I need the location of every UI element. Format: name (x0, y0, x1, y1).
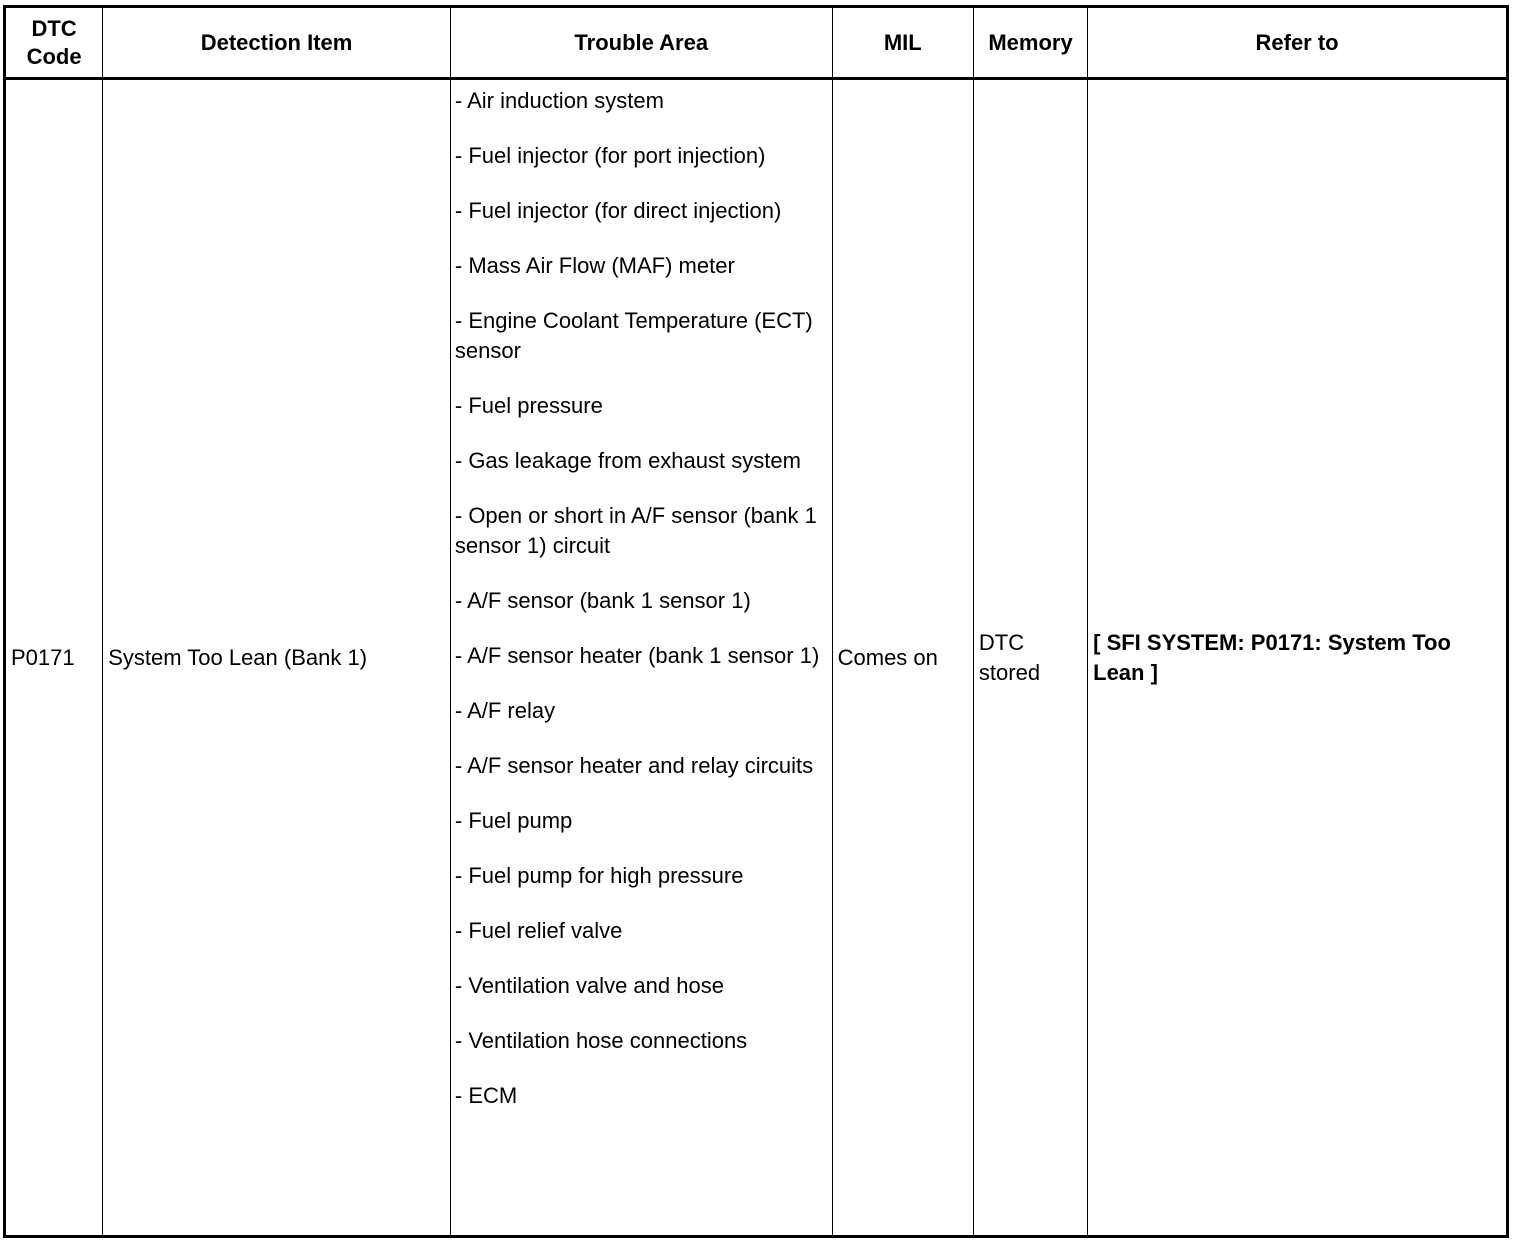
list-item: - Open or short in A/F sensor (bank 1 sensor 1) circuit (454, 503, 817, 558)
header-row (5, 7, 1508, 79)
list-item: - Fuel injector (for port injection) (454, 143, 766, 168)
list-item: - Engine Coolant Temperature (ECT) sensor (454, 308, 813, 363)
refer-to-cell (1088, 79, 1508, 1237)
list-item: - Fuel pressure (454, 393, 603, 418)
header-memory: Memory (973, 7, 1087, 79)
list-item: - Ventilation valve and hose (454, 973, 724, 998)
list-item: - ECM (454, 1083, 518, 1108)
list-item: - Ventilation hose connections (454, 1028, 748, 1053)
detection-item-cell: System Too Lean (Bank 1) (103, 79, 451, 1237)
header-trouble-area: Trouble Area (450, 7, 832, 79)
trouble-area-cell (450, 79, 832, 1237)
list-item: - Air induction system (454, 88, 664, 113)
list-item: - Mass Air Flow (MAF) meter (454, 253, 735, 278)
trouble-area-list (455, 86, 828, 1111)
header-dtc-code: DTC Code (5, 7, 103, 79)
dtc-code-cell: P0171 (5, 79, 103, 1237)
list-item: - Fuel pump for high pressure (454, 863, 744, 888)
dtc-table (3, 5, 1509, 1238)
refer-to-link[interactable]: [ SFI SYSTEM: P0171: System Too Lean ] (1093, 629, 1451, 685)
header-refer-to: Refer to (1088, 7, 1508, 79)
list-item: - Gas leakage from exhaust system (454, 448, 801, 473)
list-item: - A/F sensor (bank 1 sensor 1) (454, 588, 751, 613)
header-mil: MIL (832, 7, 973, 79)
header-detection-item: Detection Item (103, 7, 451, 79)
mil-cell: Comes on (832, 79, 973, 1237)
list-item: - Fuel injector (for direct injection) (454, 198, 782, 223)
table-row (5, 79, 1508, 1237)
memory-cell: DTC stored (973, 79, 1087, 1237)
list-item: - A/F sensor heater and relay circuits (454, 753, 814, 778)
list-item: - A/F relay (454, 698, 556, 723)
list-item: - Fuel pump (454, 808, 573, 833)
list-item: - Fuel relief valve (454, 918, 623, 943)
list-item: - A/F sensor heater (bank 1 sensor 1) (454, 643, 820, 668)
